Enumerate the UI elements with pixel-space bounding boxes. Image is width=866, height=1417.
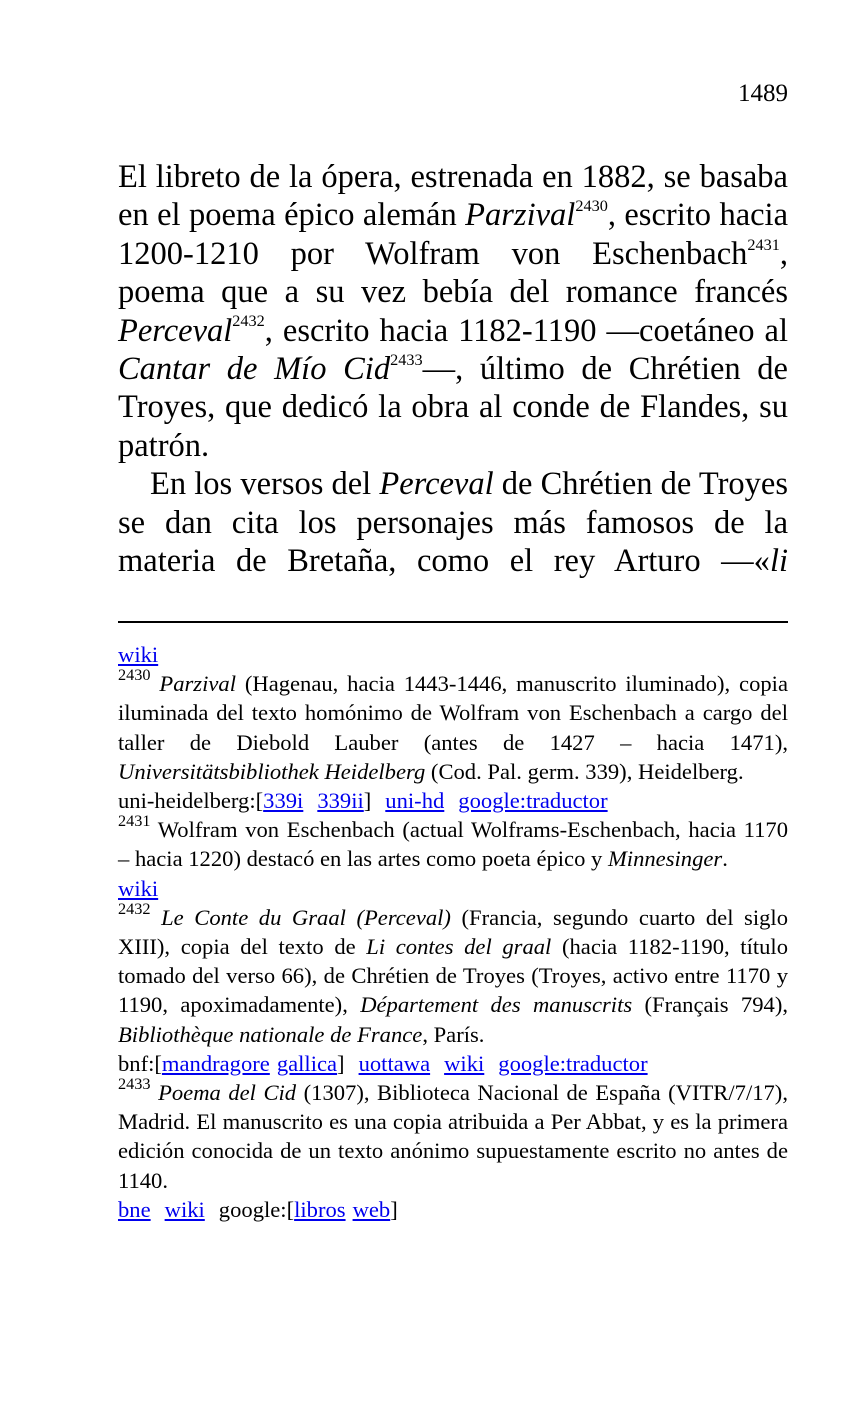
text-run: Minnesinger <box>607 846 723 872</box>
link-prefix: uni-heidelberg:[ <box>118 788 264 814</box>
title-cantar: Cantar de Mío Cid <box>118 351 391 388</box>
text-run: Wolfram von Eschenbach (actual Wolframs-Eschenbach, hacia 1170 – hacia 1220) destacó en las artes como poeta épico y <box>118 817 788 872</box>
text-run: —, último de Chrétien de Troyes, que dedicó la obra al conde de Flandes, su patrón. <box>118 351 788 464</box>
text-run: Poema del Cid <box>158 1080 297 1106</box>
footnote-number: 2433 <box>118 1075 151 1094</box>
text-run: (Hagenau, hacia 1443-1446, manuscrito iluminado), copia iluminada del texto homónimo de Wolfram von Eschenbach a cargo del taller de Diebold Lauber (antes de 1427 – hacia 1471), <box>118 671 788 755</box>
footnote-2432-links <box>118 1049 788 1078</box>
footnote-number: 2430 <box>118 666 151 685</box>
footnotes <box>118 640 788 1224</box>
text-run: de Chrétien de Troyes se dan cita los personajes más famosos de la materia de Bretaña, como el rey Arturo —« <box>118 466 788 580</box>
link-bracket: ] <box>337 1050 345 1076</box>
footnote-2433 <box>118 1075 788 1195</box>
text-run: (Francia, segundo cuarto del siglo XIII), copia del texto de <box>118 904 788 960</box>
link-bracket: ] <box>363 788 372 814</box>
footnote-2431-links <box>118 874 788 903</box>
text-run: Le Conte du Graal (Perceval) <box>161 904 451 930</box>
link-339ii[interactable]: 339ii <box>317 788 364 814</box>
text-run: . <box>722 846 728 872</box>
title-parzival: Parzival <box>465 197 576 234</box>
text-run: Parzival <box>159 671 236 697</box>
footnote-number: 2432 <box>118 899 151 918</box>
link-bracket: ] <box>390 1196 398 1222</box>
footnote-number: 2431 <box>118 812 151 831</box>
footnote-ref-2431: 2431 <box>747 235 780 254</box>
text-run: (Français 794), <box>632 992 788 1018</box>
paragraph-2 <box>118 465 788 580</box>
text-run: Bibliothèque nationale de France <box>118 1021 423 1047</box>
text-run: , poema que a su vez bebía del romance francés <box>118 235 788 311</box>
paragraph-1 <box>118 158 788 465</box>
text-run: (hacia 1182-1190, título tomado del verso 66), de Chrétien de Troyes (Troyes, activo entre 1170 y 1190, apoximadamente), <box>118 934 788 1018</box>
title-perceval: Perceval <box>379 466 494 503</box>
link-mandragore[interactable]: mandragore <box>161 1050 270 1076</box>
link-339i[interactable]: 339i <box>263 788 304 814</box>
link-uni-hd[interactable]: uni-hd <box>385 788 445 814</box>
link-libros[interactable]: libros <box>294 1196 346 1222</box>
text-run: En los versos del <box>150 466 380 503</box>
link-wiki[interactable]: wiki <box>118 642 159 667</box>
footnote-2430 <box>118 666 788 786</box>
text-run: El libreto de la ópera, estrenada en 1882, se basaba en el poema épico alemán <box>118 159 788 234</box>
footnote-ref-2433: 2433 <box>390 350 423 369</box>
text-run: , París. <box>422 1021 485 1047</box>
text-run: (Cod. Pal. germ. 339), Heidelberg. <box>425 758 744 784</box>
footnote-2430-links <box>118 786 788 815</box>
main-text <box>118 158 788 580</box>
footnote-links-pre <box>118 640 788 669</box>
link-google-traductor[interactable]: google:traductor <box>458 788 608 814</box>
footnote-2431 <box>118 812 788 873</box>
text-run: , escrito hacia 1182-1190 —coetáneo al <box>264 312 788 349</box>
link-wiki[interactable]: wiki <box>444 1050 485 1076</box>
title-perceval: Perceval <box>118 312 233 349</box>
link-uottawa[interactable]: uottawa <box>358 1050 431 1076</box>
text-run: Universitätsbibliothek Heidelberg <box>118 758 426 784</box>
link-wiki[interactable]: wiki <box>164 1196 205 1222</box>
footnote-2432 <box>118 899 788 1049</box>
text-run: Département des manuscrits <box>360 992 633 1018</box>
link-prefix: bnf:[ <box>118 1050 162 1076</box>
quote-start: li <box>769 543 788 580</box>
link-wiki[interactable]: wiki <box>118 875 159 901</box>
footnote-ref-2430: 2430 <box>575 197 608 216</box>
link-bne[interactable]: bne <box>118 1196 151 1222</box>
link-prefix: google:[ <box>218 1196 295 1222</box>
link-google-traductor[interactable]: google:traductor <box>498 1050 648 1076</box>
text-run: (1307), Biblioteca Nacional de España (VITR/7/17), Madrid. El manuscrito es una copia atribuida a Per Abbat, y es la primera edición conocida de un texto anónimo supuestamente escrito no antes de 1140. <box>118 1080 788 1193</box>
footnote-ref-2432: 2432 <box>232 312 265 331</box>
text-run: Li contes del graal <box>366 934 552 960</box>
link-web[interactable]: web <box>352 1196 391 1222</box>
text-run: , escrito hacia 1200-1210 por Wolfram von Eschenbach <box>118 197 788 272</box>
footnote-2433-links <box>118 1195 788 1224</box>
link-gallica[interactable]: gallica <box>276 1050 338 1076</box>
page-number: 1489 <box>738 80 788 107</box>
footnote-separator <box>118 621 788 623</box>
